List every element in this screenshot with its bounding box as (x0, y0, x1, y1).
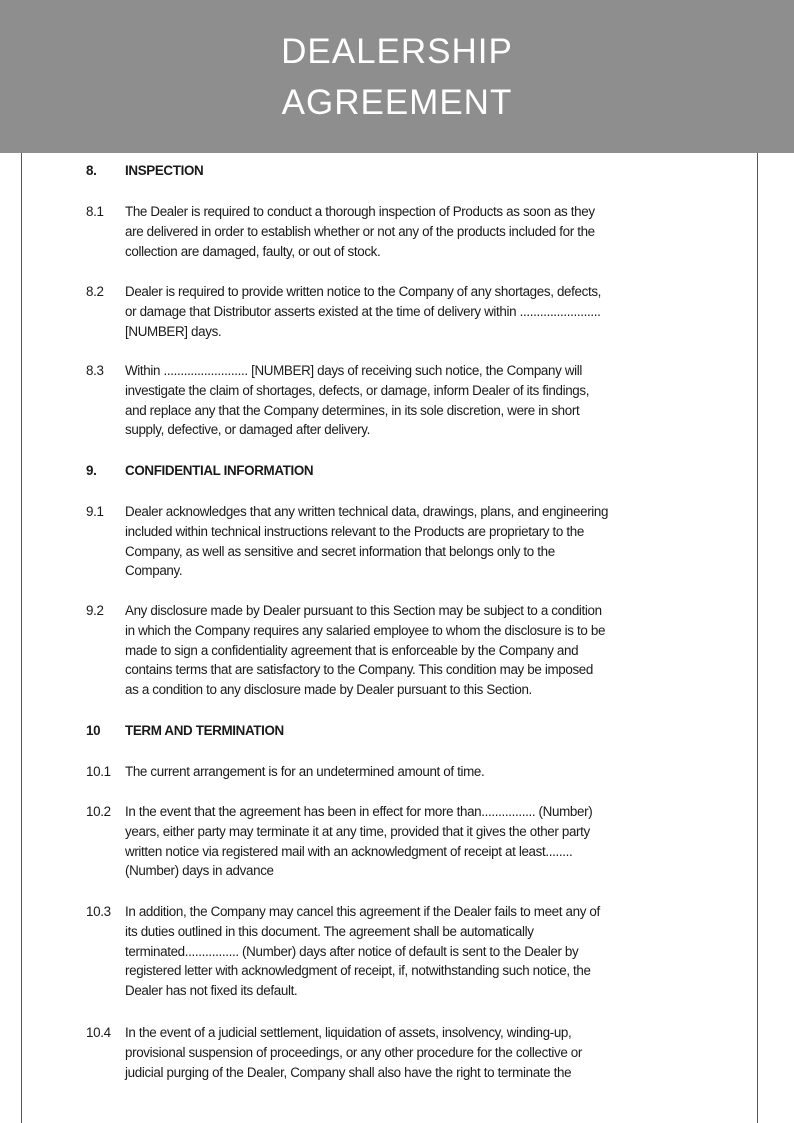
clause-line: and replace any that the Company determines, in its sole discretion, were in short (125, 402, 580, 418)
clause-line: contains terms that are satisfactory to the Company. This condition may be imposed (125, 662, 593, 678)
clause-line: are delivered in order to establish whether or not any of the products included for the (125, 223, 595, 239)
clause-line: supply, defective, or damaged after delivery. (125, 422, 371, 438)
clause-line: Within ......................... [NUMBER] days of receiving such notice, the Company will (125, 363, 583, 378)
header-banner (0, 0, 794, 153)
clause-text (125, 762, 484, 782)
clause-text (125, 282, 601, 341)
heading-text: CONFIDENTIAL INFORMATION (125, 463, 314, 478)
page-border-left (21, 153, 22, 1123)
clause-line: years, either party may terminate it at any time, provided that it gives the other party (125, 823, 590, 839)
clause-text (125, 802, 592, 881)
clause-line: collection are damaged, faulty, or out of stock. (125, 243, 381, 259)
page-border-right (757, 153, 758, 1123)
heading-text: INSPECTION (125, 163, 204, 178)
clause-line: In addition, the Company may cancel this agreement if the Dealer fails to meet any of (125, 904, 600, 919)
clause-line: Dealer has not fixed its default. (125, 983, 298, 999)
section-number: 10.2 (86, 804, 111, 819)
clause-line: investigate the claim of shortages, defects, or damage, inform Dealer of its findings, (125, 382, 590, 398)
section-number: 8.2 (86, 284, 104, 299)
clause-line: or damage that Distributor asserts existed at the time of delivery within ........................ (125, 303, 601, 319)
clause-line: [NUMBER] days. (125, 323, 222, 339)
section-number: 9. (86, 463, 97, 478)
section-number: 10.4 (86, 1025, 111, 1040)
heading-text: TERM AND TERMINATION (125, 723, 284, 738)
section-number: 10.3 (86, 904, 111, 919)
clause-text (125, 502, 608, 581)
clause-line: The Dealer is required to conduct a thorough inspection of Products as soon as they (125, 204, 595, 219)
clause-text (125, 902, 600, 1001)
clause-text (125, 601, 605, 700)
clause-text (125, 202, 595, 261)
document-title-line-2: AGREEMENT (281, 83, 513, 122)
clause-line: Dealer acknowledges that any written technical data, drawings, plans, and engineering (125, 504, 609, 519)
section-number: 8.1 (86, 204, 104, 219)
clause-line: judicial purging of the Dealer, Company shall also have the right to terminate the (125, 1064, 572, 1080)
clause-line: (Number) days in advance (125, 863, 274, 879)
clause-line: Company, as well as sensitive and secret information that belongs only to the (125, 543, 555, 559)
section-number: 10 (86, 723, 101, 738)
clause-line: terminated................ (Number) days after notice of default is sent to the Dealer by (125, 943, 579, 959)
clause-line: included within technical instructions relevant to the Products are proprietary to the (125, 523, 584, 539)
clause-line: Dealer is required to provide written notice to the Company of any shortages, defects, (125, 284, 602, 299)
clause-text (125, 1023, 582, 1082)
clause-line: Company. (125, 563, 183, 579)
clause-line: registered letter with acknowledgment of receipt, if, notwithstanding such notice, the (125, 963, 591, 979)
clause-text (125, 361, 589, 440)
clause-line: Any disclosure made by Dealer pursuant to this Section may be subject to a condition (125, 603, 602, 618)
clause-line: The current arrangement is for an undetermined amount of time. (125, 764, 485, 779)
clause-line: written notice via registered mail with an acknowledgment of receipt at least........ (125, 843, 573, 859)
clause-line: In the event that the agreement has been in effect for more than................ (Number) (125, 804, 593, 819)
clause-line: made to sign a confidentiality agreement that is enforceable by the Company and (125, 642, 579, 658)
clause-line: in which the Company requires any salaried employee to whom the disclosure is to be (125, 622, 606, 638)
clause-line: its duties outlined in this document. The agreement shall be automatically (125, 923, 534, 939)
clause-line: In the event of a judicial settlement, liquidation of assets, insolvency, winding-up, (125, 1025, 572, 1040)
section-number: 9.1 (86, 504, 104, 519)
section-number: 8. (86, 163, 97, 178)
section-number: 10.1 (86, 764, 111, 779)
document-title-line-1: DEALERSHIP (281, 32, 513, 71)
clause-line: provisional suspension of proceedings, or any other procedure for the collective or (125, 1044, 583, 1060)
section-number: 8.3 (86, 363, 104, 378)
clause-line: as a condition to any disclosure made by Dealer pursuant to this Section. (125, 682, 532, 698)
section-number: 9.2 (86, 603, 104, 618)
